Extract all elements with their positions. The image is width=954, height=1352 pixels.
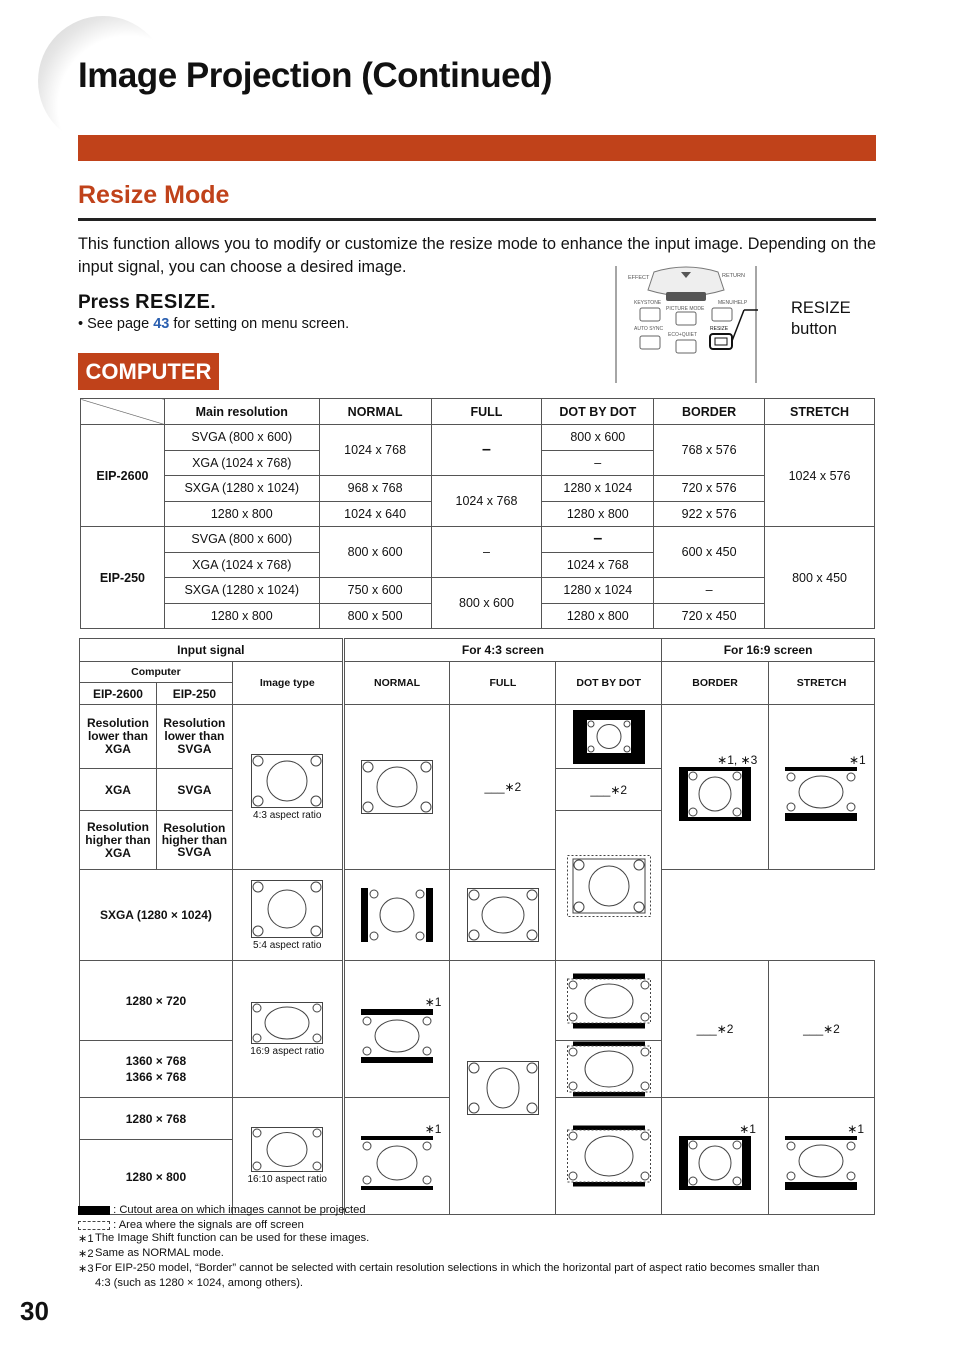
image-type-1610 <box>232 1098 343 1215</box>
table-cell: 800 x 450 <box>765 527 875 629</box>
remote-label-eco: ECO+QUIET <box>668 332 698 338</box>
cell-dot-1610 <box>556 1098 662 1215</box>
resize-button-callout <box>791 298 851 340</box>
cell-stretch-43 <box>768 705 874 870</box>
remote-label-return: RETURN <box>722 273 745 279</box>
res-1280x720: 1280 × 720 <box>80 961 233 1041</box>
lower-xga: Resolution lower than XGA <box>80 705 157 769</box>
table-cell: 1280 x 1024 <box>542 476 654 502</box>
header-dot-by-dot: DOT BY DOT <box>556 662 662 705</box>
table-cell: 720 x 576 <box>654 476 765 502</box>
table-cell: 968 x 768 <box>319 476 431 502</box>
caption-1610: 16:10 aspect ratio <box>247 1174 327 1185</box>
sxga: SXGA (1280 × 1024) <box>80 870 233 961</box>
table-cell: 1024 x 768 <box>431 476 542 527</box>
header-input-signal: Input signal <box>80 639 344 662</box>
table-cell: – <box>542 450 654 476</box>
table-cell: 1024 x 640 <box>319 501 431 527</box>
table-cell: 1024 x 576 <box>765 425 875 527</box>
table-cell: 922 x 576 <box>654 501 765 527</box>
thumb-border-icon <box>679 767 751 821</box>
legend-offscreen-text: : Area where the signals are off screen <box>113 1219 304 1231</box>
cutout-swatch <box>78 1206 110 1215</box>
computer-badge: COMPUTER <box>78 353 219 390</box>
thumb-normal-1610-icon <box>361 1136 433 1190</box>
caption-43: 4:3 aspect ratio <box>253 809 322 821</box>
header-normal: NORMAL <box>343 662 450 705</box>
svga: SVGA <box>156 769 232 811</box>
cell-border-43 <box>662 705 769 870</box>
res-1360x768: 1360 × 768 <box>125 1054 187 1068</box>
cell-border-1610 <box>662 1098 769 1215</box>
resolution-table <box>80 398 875 629</box>
thumb-54-icon <box>251 880 323 938</box>
legend-cutout-text: : Cutout area on which images cannot be projected <box>113 1204 366 1216</box>
image-type-169 <box>232 961 343 1098</box>
mark-same-as-normal: ___∗2 <box>803 1022 840 1036</box>
thumb-full-wide-icon <box>467 1061 539 1115</box>
footnote-mark-1: ∗1 <box>78 1233 94 1245</box>
res-1280x768: 1280 × 768 <box>80 1098 233 1140</box>
cell-dot-1360 <box>556 1041 662 1098</box>
image-type-43 <box>232 705 343 870</box>
table-cell: 1280 x 800 <box>542 501 654 527</box>
thumb-border-1610-icon <box>679 1136 751 1190</box>
table-cell: 800 x 500 <box>319 603 431 629</box>
header-dot-by-dot: DOT BY DOT <box>542 399 654 425</box>
cell-normal-43 <box>343 705 450 870</box>
mark-border-1610: ∗1 <box>739 1122 756 1136</box>
table-cell: 600 x 450 <box>654 527 765 578</box>
thumb-1610-icon <box>251 1127 323 1172</box>
table-cell: 1280 x 800 <box>542 603 654 629</box>
table-cell: 800 x 600 <box>542 425 654 451</box>
header-stretch: STRETCH <box>765 399 875 425</box>
table-row <box>81 578 875 604</box>
header-border: BORDER <box>662 662 769 705</box>
cell-dot-1280x720 <box>556 961 662 1041</box>
remote-label-resize: RESIZE <box>710 326 729 332</box>
mark-normal-169: ∗1 <box>424 995 442 1009</box>
header-for-43: For 4:3 screen <box>343 639 662 662</box>
table-cell: SVGA (800 x 600) <box>164 527 319 553</box>
page-number: 30 <box>20 1296 49 1326</box>
header-eip250: EIP-250 <box>156 683 232 705</box>
offscreen-swatch <box>78 1221 110 1230</box>
remote-label-effect: EFFECT <box>628 275 650 281</box>
remote-label-picture: PICTURE MODE <box>666 306 705 312</box>
table-row <box>81 425 875 451</box>
mark-normal-1610: ∗1 <box>424 1122 442 1136</box>
remote-label-keystone: KEYSTONE <box>634 300 662 306</box>
mark-stretch-43: ∗1 <box>848 753 866 767</box>
caption-54: 5:4 aspect ratio <box>253 939 322 951</box>
remote-label-autosync: AUTO SYNC <box>634 326 664 332</box>
press-suffix: . <box>210 292 216 313</box>
title-bar <box>78 135 876 161</box>
cell-dot-lower <box>556 705 662 769</box>
header-computer: Computer <box>80 662 233 683</box>
remote-control-illustration <box>614 266 758 383</box>
header-eip2600: EIP-2600 <box>80 683 157 705</box>
thumb-normal-54-icon <box>361 888 433 942</box>
header-for-169: For 16:9 screen <box>662 639 875 662</box>
cell-dot-xga <box>556 769 662 811</box>
footnote-text-1: The Image Shift function can be used for these images. <box>95 1232 370 1244</box>
thumb-dot-small-icon <box>573 710 645 764</box>
page-title: Image Projection (Continued) <box>78 56 553 95</box>
image-type-54 <box>232 870 343 961</box>
table-cell: 1024 x 768 <box>319 425 431 476</box>
table-row <box>81 527 875 553</box>
cell-normal-54 <box>343 870 450 961</box>
table-cell: 1280 x 800 <box>164 501 319 527</box>
res-1360-1366 <box>80 1041 233 1098</box>
section-title: Resize Mode <box>78 181 230 209</box>
thumb-normal-icon <box>361 760 433 814</box>
res-1280x800: 1280 × 800 <box>80 1140 233 1215</box>
mark-same-as-normal: ___∗2 <box>590 782 628 797</box>
mark-same-as-normal: ___∗2 <box>484 780 522 794</box>
cell-stretch-169 <box>768 961 874 1098</box>
table-cell: 720 x 450 <box>654 603 765 629</box>
footnote-text-2: Same as NORMAL mode. <box>95 1247 224 1259</box>
remote-label-menu: MENU/HELP <box>718 300 748 306</box>
thumb-43-icon <box>251 754 323 808</box>
header-image-type: Image type <box>232 662 343 705</box>
thumb-full-54-icon <box>467 888 539 942</box>
table-cell: 750 x 600 <box>319 578 431 604</box>
higher-svga: Resolution higher than SVGA <box>156 811 232 870</box>
header-full: FULL <box>431 399 542 425</box>
mark-border-43: ∗1, ∗3 <box>717 753 758 767</box>
press-button-name: RESIZE <box>135 291 211 313</box>
footnote-text-3: For EIP-250 model, “Border” cannot be selected with certain resolution selections in which the horizontal part of aspect ratio becomes smaller than <box>95 1262 820 1274</box>
cell-normal-1610 <box>343 1098 450 1215</box>
footnote-mark-3: ∗3 <box>78 1263 94 1275</box>
higher-xga: Resolution higher than XGA <box>80 811 157 870</box>
header-normal: NORMAL <box>319 399 431 425</box>
cell-border-169 <box>662 961 769 1098</box>
image-type-table <box>79 638 875 1215</box>
header-stretch: STRETCH <box>768 662 874 705</box>
diagonal-corner-cell <box>81 399 165 425</box>
table-cell: – <box>431 527 542 578</box>
cell-dot-higher <box>556 811 662 961</box>
legend-offscreen <box>78 1219 304 1231</box>
header-full: FULL <box>450 662 556 705</box>
thumb-dot-768-icon <box>567 1041 651 1097</box>
see-suffix: for setting on menu screen. <box>173 316 350 332</box>
footnote-mark-2: ∗2 <box>78 1248 94 1260</box>
table-cell: XGA (1024 x 768) <box>164 450 319 476</box>
table-cell: – <box>542 527 654 553</box>
cell-full-wide <box>450 961 556 1215</box>
header-main-resolution: Main resolution <box>164 399 319 425</box>
table-cell: 1280 x 800 <box>164 603 319 629</box>
mark-stretch-1610: ∗1 <box>847 1122 864 1136</box>
thumb-normal-169-icon <box>361 1009 433 1063</box>
cell-full-54 <box>450 870 556 961</box>
table-cell: 768 x 576 <box>654 425 765 476</box>
resize-callout-line2: button <box>791 320 837 338</box>
resize-button-icon <box>710 334 732 349</box>
thumb-stretch-icon <box>785 767 857 821</box>
table-cell: XGA (1024 x 768) <box>164 552 319 578</box>
intro-paragraph: This function allows you to modify or customize the resize mode to enhance the input image. Depending on the input signal, you can choose a desired image. <box>78 235 876 276</box>
see-prefix: • See page <box>78 316 150 332</box>
table-cell: 800 x 600 <box>431 578 542 629</box>
table-row <box>81 476 875 502</box>
thumb-dot-720-icon <box>567 973 651 1029</box>
thumb-169-icon <box>251 1002 323 1044</box>
table-cell: 800 x 600 <box>319 527 431 578</box>
table-cell: 1024 x 768 <box>542 552 654 578</box>
model-eip2600: EIP-2600 <box>81 425 165 527</box>
legend-cutout <box>78 1204 366 1216</box>
caption-169: 16:9 aspect ratio <box>250 1045 325 1057</box>
footnote-text-3-cont: 4:3 (such as 1280 × 1024, among others). <box>95 1277 304 1289</box>
thumb-dot-1610-icon <box>567 1125 651 1187</box>
press-instruction <box>78 291 216 314</box>
lower-svga: Resolution lower than SVGA <box>156 705 232 769</box>
table-cell: SVGA (800 x 600) <box>164 425 319 451</box>
section-rule <box>78 218 876 221</box>
cell-stretch-1610 <box>768 1098 874 1215</box>
see-page-note <box>78 316 349 332</box>
xga: XGA <box>80 769 157 811</box>
cell-normal-169 <box>343 961 450 1098</box>
model-eip250: EIP-250 <box>81 527 165 629</box>
page-link[interactable]: 43 <box>153 316 170 332</box>
cell-full-43 <box>450 705 556 870</box>
table-cell: – <box>654 578 765 604</box>
table-cell: 1280 x 1024 <box>542 578 654 604</box>
resize-callout-line1: RESIZE <box>791 299 851 317</box>
mark-same-as-normal: ___∗2 <box>696 1022 734 1036</box>
thumb-dot-large-icon <box>567 855 651 917</box>
thumb-stretch-1610-icon <box>785 1136 857 1190</box>
res-1366x768: 1366 × 768 <box>125 1070 187 1084</box>
table-cell: – <box>431 425 542 476</box>
press-prefix: Press <box>78 292 130 313</box>
table-cell: SXGA (1280 x 1024) <box>164 476 319 502</box>
header-border: BORDER <box>654 399 765 425</box>
table-cell: SXGA (1280 x 1024) <box>164 578 319 604</box>
